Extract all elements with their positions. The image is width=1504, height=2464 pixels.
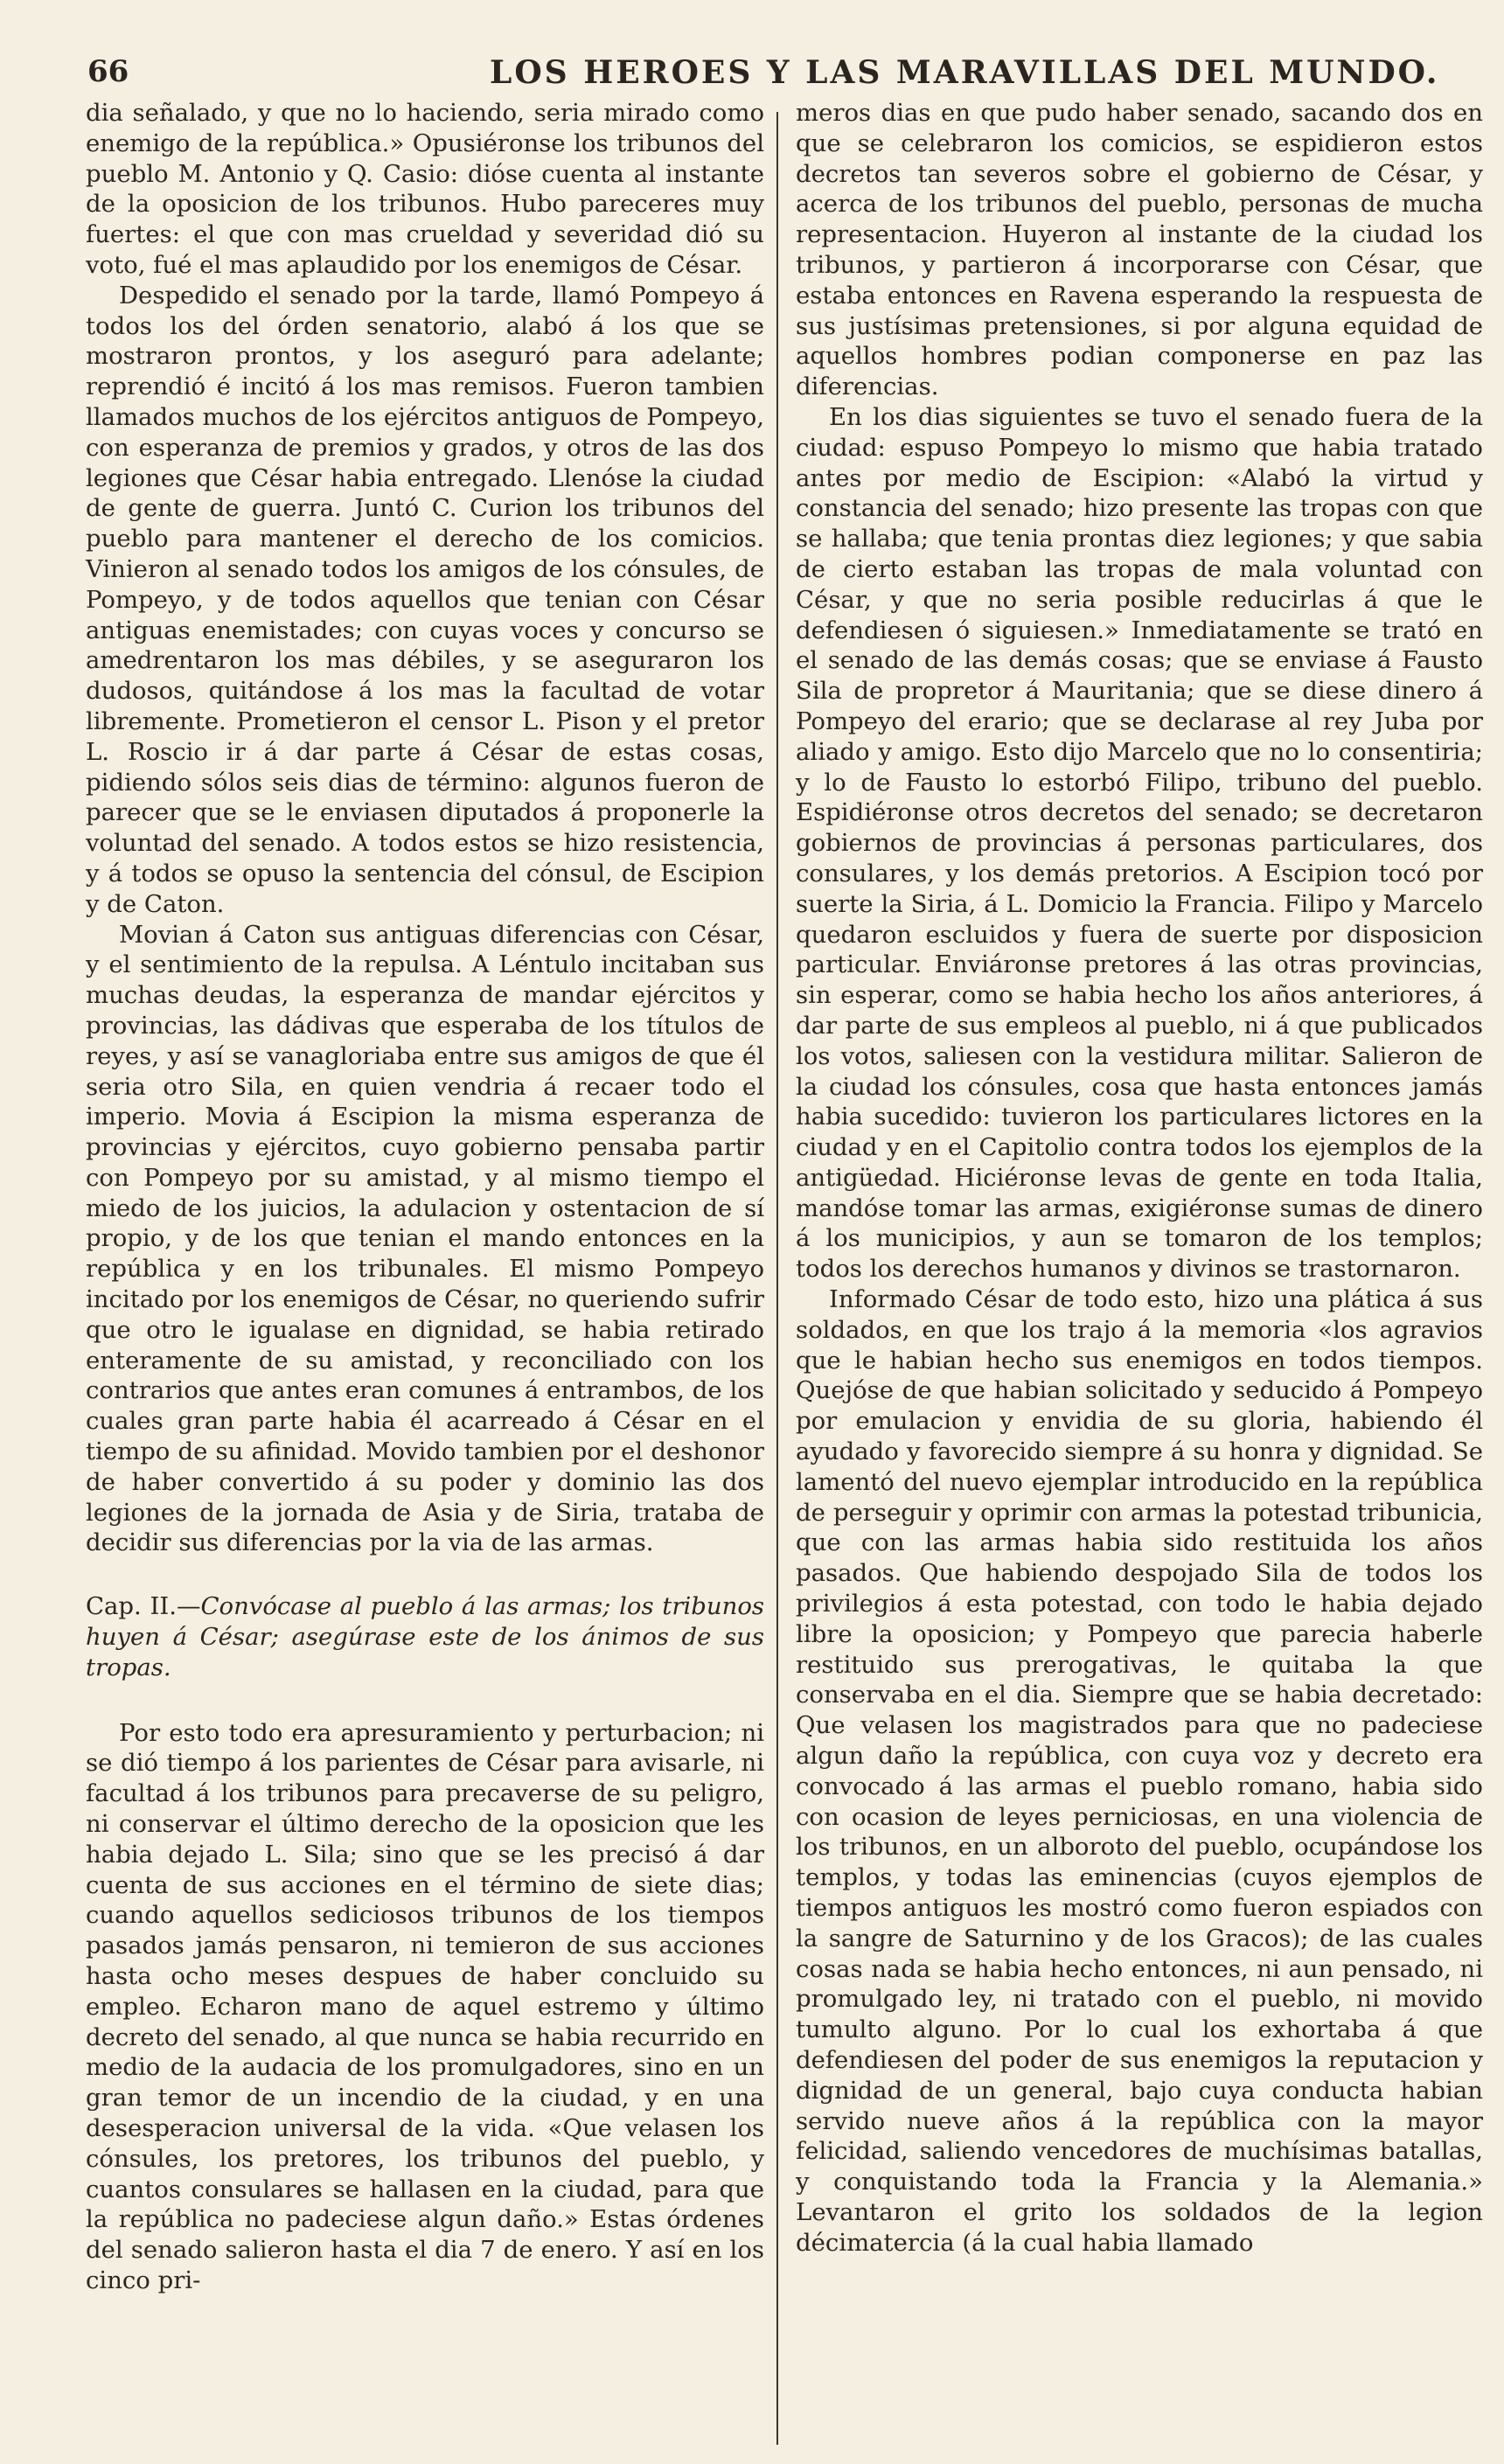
paragraph: Informado César de todo esto, hizo una plática á sus soldados, en que los trajo á la memoria «los agravios que le habian hecho sus enemigos en todos tiempos. Quejóse de que habian solicitado y seducido á Pompeyo por emulacion y envidia de su gloria, habiendo él ayudado y favorecido siempre á su honra y dignidad. Se lamentó del nuevo ejemplar introducido en la república de perseguir y oprimir con armas la potestad tribunicia, que con las armas habia sido restituida los años pasados. Que habiendo despojado Sila de todos los privilegios á esta potestad, con todo le habia dejado libre la oposicion; y Pompeyo que parecia haberle restituido sus prerogativas, le quitaba la que conservaba en el dia. Siempre que se habia decretado: Que velasen los magistrados para que no padeciese algun daño la república, con cuya voz y decreto era convocado á las armas el pueblo romano, habia sido con ocasion de leyes perniciosas, en una violencia de los tribunos, en un alboroto del pueblo, ocupándose los templos, y todas las eminencias (cuyos ejemplos de tiempos antiguos les mostró como fueron espiados con la sangre de Saturnino y de los Gracos); de las cuales cosas nada se habia hecho entonces, ni aun pensado, ni promulgado ley, ni tratado con el pueblo, ni movido tumulto alguno. Por lo cual los exhortaba á que defendiesen del poder de sus enemigos la reputacion y dignidad de un general, bajo cuya conducta habian servido nueve años á la república con la mayor felicidad, saliendo vencedores de muchísimas batallas, y conquistando toda la Francia y la Alemania.» Levantaron el grito los soldados de la legion décimatercia (á la cual habia llamado bbox=[796, 1285, 1483, 2257]
paragraph: En los dias siguientes se tuvo el senado fuera de la ciudad: espuso Pompeyo lo mismo que habia tratado antes por medio de Escipion: «Alabó la virtud y constancia del senado; hizo presente las tropas con que se hallaba; que tenia prontas diez legiones; y que sabia de cierto estaban las tropas de mala voluntad con César, y que no seria posible reducirlas á que le defendiesen ó siguiesen.» Inmediatamente se trató en el senado de las demás cosas; que se enviase á Fausto Sila de propretor á Mauritania; que se diese dinero á Pompeyo del erario; que se declarase al rey Juba por aliado y amigo. Esto dijo Marcelo que no lo consentiria; y lo de Fausto lo estorbó Filipo, tribuno del pueblo. Espidiéronse otros decretos del senado; se decretaron gobiernos de provincias á personas particulares, dos consulares, y los demás pretorios. A Escipion tocó por suerte la Siria, á L. Domicio la Francia. Filipo y Marcelo quedaron escluidos y fuera de suerte por disposicion particular. Enviáronse pretores á las otras provincias, sin esperar, como se habia hecho los años anteriores, á dar parte de sus empleos al pueblo, ni á que publicados los votos, saliesen con la vestidura militar. Salieron de la ciudad los cónsules, cosa que hasta entonces jamás habia sucedido: tuvieron los particulares lictores en la ciudad y en el Capitolio contra todos los ejemplos de la antigüedad. Hiciéronse levas de gente en toda Italia, mandóse tomar las armas, exigiéronse sumas de dinero á los municipios, y aun se tomaron de los templos; todos los derechos humanos y divinos se trastornaron. bbox=[796, 402, 1483, 1284]
chapter-heading bbox=[86, 1591, 764, 1682]
paragraph: Por esto todo era apresuramiento y perturbacion; ni se dió tiempo á los parientes de César para avisarle, ni facultad á los tribunos para precaverse de su peligro, ni conservar el último derecho de la oposicion que les habia dejado L. Sila; sino que se les precisó á dar cuenta de sus acciones en el término de siete dias; cuando aquellos sediciosos tribunos de los tiempos pasados jamás pensaron, ni temieron de sus acciones hasta ocho meses despues de haber concluido su empleo. Echaron mano de aquel estremo y último decreto del senado, al que nunca se habia recurrido en medio de la audacia de los promulgadores, sino en un gran temor de un incendio de la ciudad, y en una desesperacion universal de la vida. «Que velasen los cónsules, los pretores, los tribunos del pueblo, y cuantos consulares se hallasen en la ciudad, para que la república no padeciese algun daño.» Estas órdenes del senado salieron hasta el dia 7 de enero. Y así en los cinco pri- bbox=[86, 1718, 764, 2294]
column-divider bbox=[776, 112, 778, 2445]
running-title: LOS HEROES Y LAS MARAVILLAS DEL MUNDO. bbox=[490, 54, 1440, 91]
paragraph: Despedido el senado por la tarde, llamó Pompeyo á todos los del órden senatorio, alabó á los que se mostraron prontos, y los aseguró para adelante; reprendió é incitó á los mas remisos. Fueron tambien llamados muchos de los ejércitos antiguos de Pompeyo, con esperanza de premios y grados, y otros de las dos legiones que César habia entregado. Llenóse la ciudad de gente de guerra. Juntó C. Curion los tribunos del pueblo para mantener el derecho de los comicios. Vinieron al senado todos los amigos de los cónsules, de Pompeyo, y de todos aquellos que tenian con César antiguas enemistades; con cuyas voces y concurso se amedrentaron los mas débiles, y se aseguraron los dudosos, quitándose á los mas la facultad de votar libremente. Prometieron el censor L. Pison y el pretor L. Roscio ir á dar parte á César de estas cosas, pidiendo sólos seis dias de término: algunos fueron de parecer que se le enviasen diputados á proponerle la voluntad del senado. A todos estos se hizo resistencia, y á todos se opuso la sentencia del cónsul, de Escipion y de Caton. bbox=[86, 281, 764, 918]
page-number: 66 bbox=[87, 54, 129, 89]
paragraph: meros dias en que pudo haber senado, sacando dos en que se celebraron los comicios, se espidieron estos decretos tan severos sobre el gobierno de César, y acerca de los tribunos del pueblo, personas de mucha representacion. Huyeron al instante de la ciudad los tribunos, y partieron á incorporarse con César, que estaba entonces en Ravena esperando la respuesta de sus justísimas pretensiones, si por alguna equidad de aquellos hombres podian componerse en paz las diferencias. bbox=[796, 99, 1483, 401]
chapter-label: Cap. II. bbox=[86, 1592, 177, 1621]
chapter-summary: Convócase al pueblo á las armas; los tribunos huyen á César; asegúrase este de los ánimos de sus tropas. bbox=[86, 1592, 764, 1681]
paragraph: dia señalado, y que no lo haciendo, seria mirado como enemigo de la república.» Opusiéronse los tribunos del pueblo M. Antonio y Q. Casio: dióse cuenta al instante de la oposicion de los tribunos. Hubo pareceres muy fuertes: el que con mas crueldad y severidad dió su voto, fué el mas aplaudido por los enemigos de César. bbox=[86, 99, 764, 279]
left-column bbox=[86, 98, 764, 2296]
paragraph: Movian á Caton sus antiguas diferencias con César, y el sentimiento de la repulsa. A Léntulo incitaban sus muchas deudas, la esperanza de mandar ejércitos y provincias, las dádivas que esperaba de los títulos de reyes, y así se vanagloriaba entre sus amigos de que él seria otro Sila, en quien vendria á recaer todo el imperio. Movia á Escipion la misma esperanza de provincias y ejércitos, cuyo gobierno pensaba partir con Pompeyo por su amistad, y al mismo tiempo el miedo de los juicios, la adulacion y ostentacion de sí propio, y de los que tenian el mando entonces en la república y en los tribunales. El mismo Pompeyo incitado por los enemigos de César, no queriendo sufrir que otro le igualase en dignidad, se habia retirado enteramente de su amistad, y reconciliado con los contrarios que antes eran comunes á entrambos, de los cuales gran parte habia él acarreado á César en el tiempo de su afinidad. Movido tambien por el deshonor de haber convertido á su poder y dominio las dos legiones de la jornada de Asia y de Siria, trataba de decidir sus diferencias por la via de las armas. bbox=[86, 920, 765, 1557]
right-column bbox=[796, 98, 1483, 2259]
page-header bbox=[87, 51, 1460, 89]
chapter-dash: — bbox=[176, 1592, 201, 1621]
